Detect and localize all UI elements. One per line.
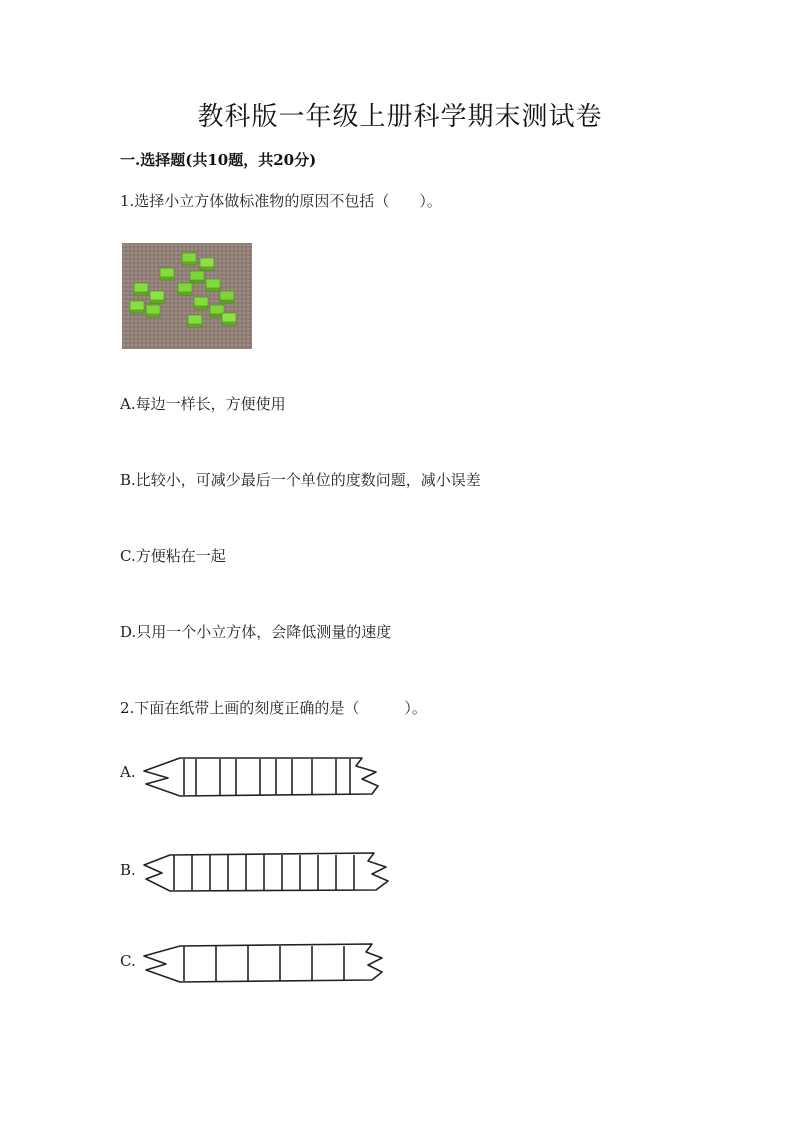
tape-b-outline (144, 853, 388, 891)
page-title: 教科版一年级上册科学期末测试卷 (197, 102, 603, 132)
tape-c-figure (140, 940, 385, 986)
question-1-option-b: B.比较小，可减少最后一个单位的度数问题，减小误差 (120, 471, 481, 489)
question-1-option-c: C.方便粘在一起 (120, 547, 226, 565)
tape-b-figure (140, 849, 390, 895)
section-heading: 一.选择题(共10题，共20分) (120, 151, 317, 169)
question-2-option-a-label: A. (120, 763, 136, 781)
question-1-option-a: A.每边一样长，方便使用 (120, 395, 286, 413)
tape-a-figure (140, 754, 385, 800)
green-cubes-photo (122, 243, 252, 349)
question-2-option-c-label: C. (120, 952, 136, 970)
question-2-option-b-label: B. (120, 861, 136, 879)
tape-a-outline (144, 758, 378, 796)
tape-c-outline (144, 944, 382, 982)
question-1-stem: 1.选择小立方体做标准物的原因不包括（ ）。 (120, 192, 442, 210)
question-2-stem: 2.下面在纸带上画的刻度正确的是（ ）。 (120, 699, 427, 717)
question-1-option-d: D.只用一个小立方体，会降低测量的速度 (120, 623, 392, 641)
